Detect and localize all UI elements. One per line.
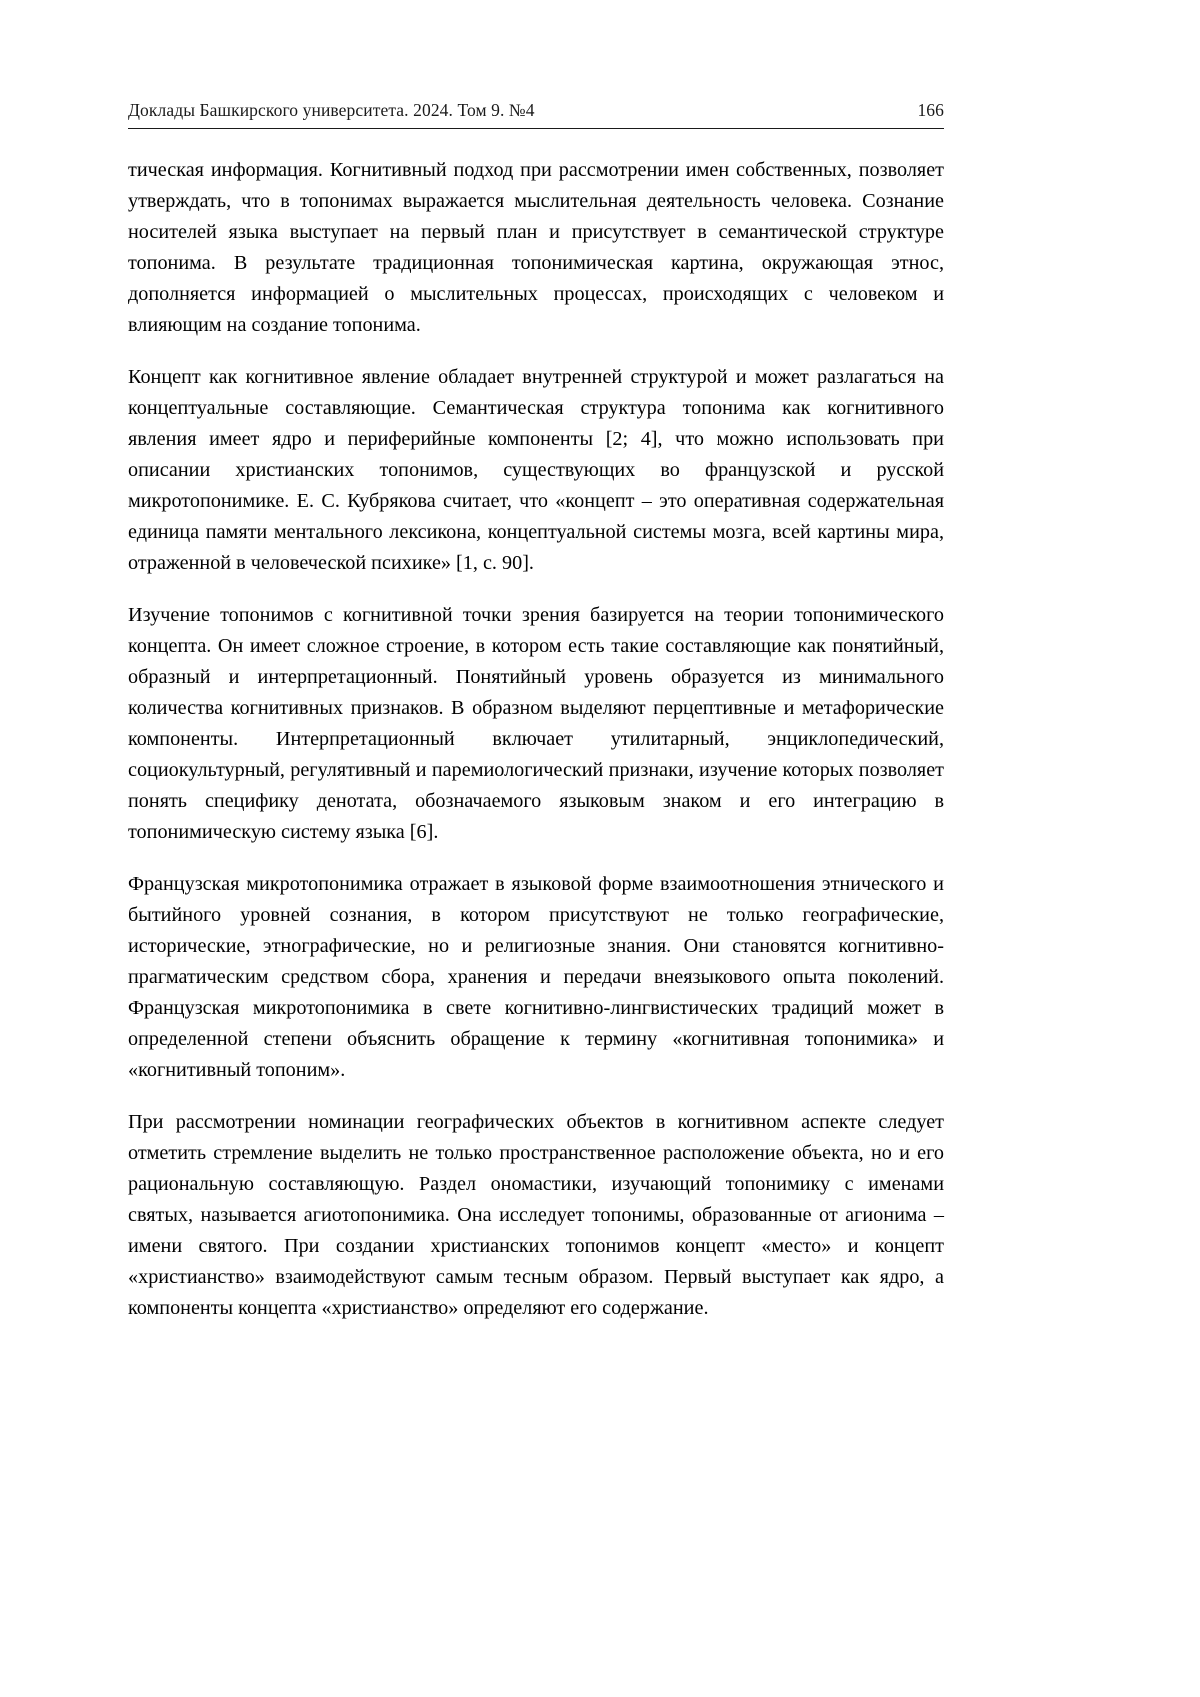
page-content (128, 100, 944, 1324)
paragraph: Концепт как когнитивное явление обладает внутренней структурой и может разлагаться на концептуальные составляющие. Семантическая структура топонима как когнитивного явления имеет ядро и периферийные компоненты [2; 4], что можно использовать при описании христианских топонимов, существующих во французской и русской микротопонимике. Е. С. Кубрякова считает, что «концепт – это оперативная содержательная единица памяти ментального лексикона, концептуальной системы мозга, всей картины мира, отраженной в человеческой психике» [1, с. 90]. (128, 366, 944, 574)
page-number: 166 (917, 100, 944, 120)
paragraph: тическая информация. Когнитивный подход при рассмотрении имен собственных, позволяет утверждать, что в топонимах выражается мыслительная деятельность человека. Сознание носителей языка выступает на первый план и присутствует в семантической структуре топонима. В результате традиционная топонимическая картина, окружающая этнос, дополняется информацией о мыслительных процессах, происходящих с человеком и влияющим на создание топонима. (128, 159, 944, 336)
paragraph: Французская микротопонимика отражает в языковой форме взаимоотношения этнического и бытийного уровней сознания, в котором присутствуют не только географические, исторические, этнографические, но и религиозные знания. Они становятся когнитивно-прагматическим средством сбора, хранения и передачи внеязыкового опыта поколений. Французская микротопонимика в свете когнитивно-лингвистических традиций может в определенной степени объяснить обращение к термину «когнитивная топонимика» и «когнитивный топоним». (128, 873, 944, 1081)
article-body (128, 155, 944, 1324)
paragraph: Изучение топонимов с когнитивной точки зрения базируется на теории топонимического концепта. Он имеет сложное строение, в котором есть такие составляющие как понятийный, образный и интерпретационный. Понятийный уровень образуется из минимального количества когнитивных признаков. В образном выделяют перцептивные и метафорические компоненты. Интерпретационный включает утилитарный, энциклопедический, социокультурный, регулятивный и паремиологический признаки, изучение которых позволяет понять специфику денотата, обозначаемого языковым знаком и его интеграцию в топонимическую систему языка [6]. (128, 604, 944, 843)
journal-title: Доклады Башкирского университета. 2024. Том 9. №4 (128, 100, 535, 120)
paragraph: При рассмотрении номинации географических объектов в когнитивном аспекте следует отметить стремление выделить не только пространственное расположение объекта, но и его рациональную составляющую. Раздел ономастики, изучающий топонимику с именами святых, называется агиотопонимика. Она исследует топонимы, образованные от агионима – имени святого. При создании христианских топонимов концепт «место» и концепт «христианство» взаимодействуют самым тесным образом. Первый выступает как ядро, а компоненты концепта «христианство» определяют его содержание. (128, 1111, 944, 1319)
running-header (128, 100, 944, 129)
